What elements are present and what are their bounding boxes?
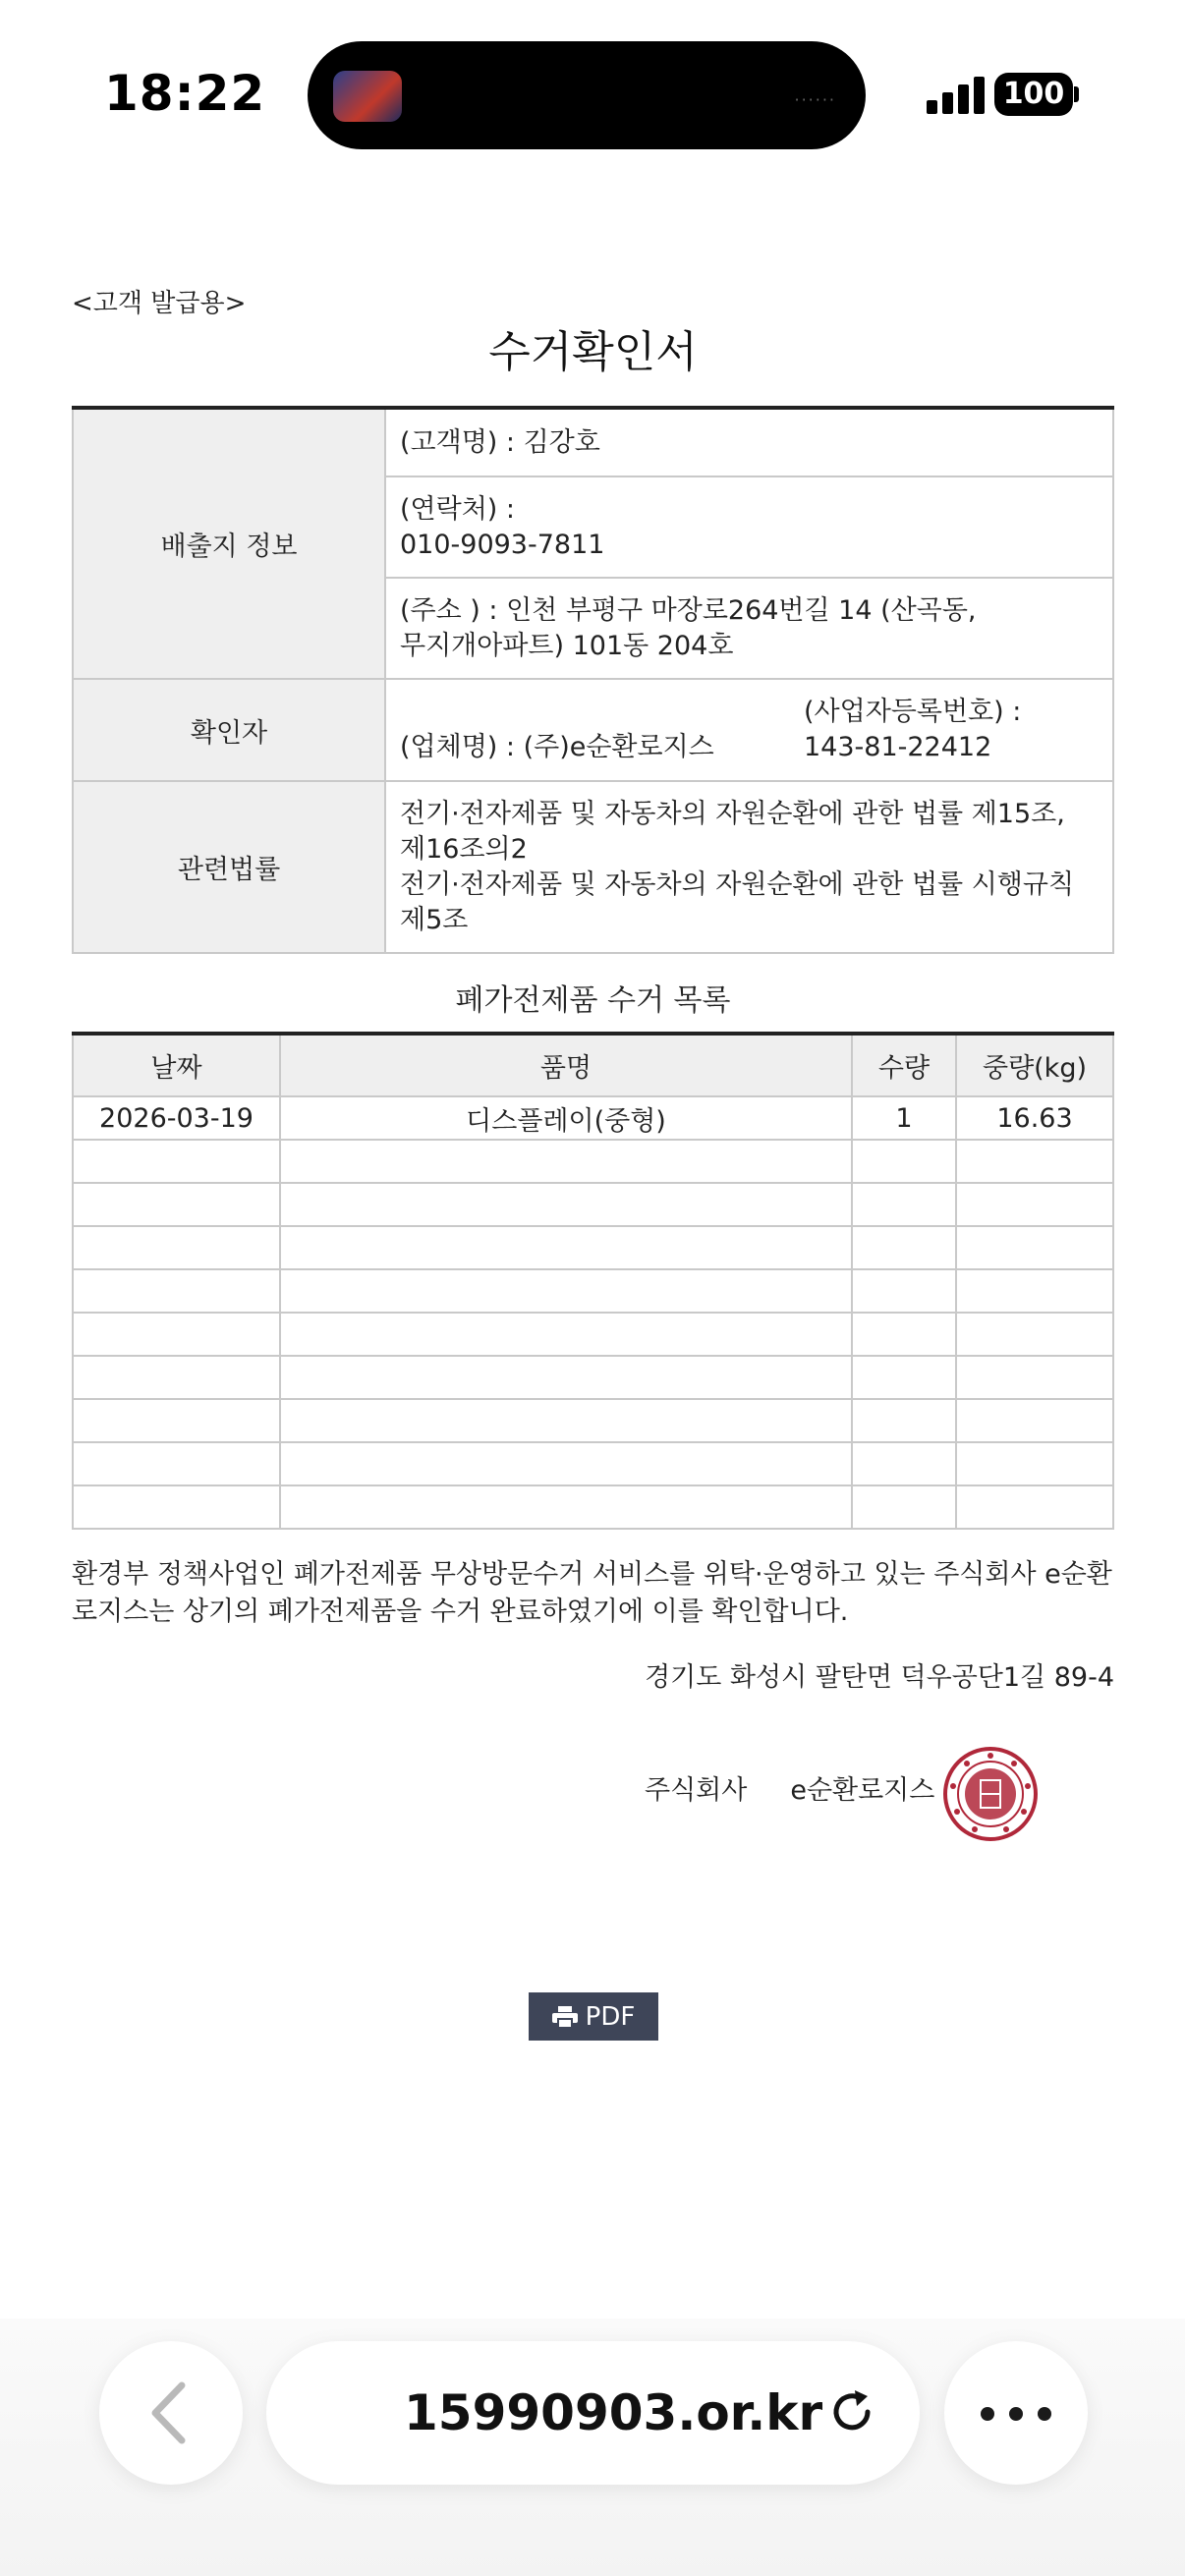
company-title: e순환로지스 — [790, 1775, 935, 1806]
more-button[interactable] — [944, 2341, 1088, 2485]
empty-cell — [280, 1269, 852, 1313]
empty-cell — [73, 1442, 280, 1485]
empty-cell — [73, 1399, 280, 1442]
empty-cell — [73, 1485, 280, 1529]
empty-cell — [852, 1226, 956, 1269]
empty-cell — [280, 1313, 852, 1356]
empty-table-row — [73, 1485, 1113, 1529]
document-title: 수거확인서 — [488, 327, 698, 377]
empty-cell — [956, 1399, 1113, 1442]
empty-cell — [280, 1485, 852, 1529]
printer-icon — [552, 2006, 578, 2028]
empty-cell — [852, 1485, 956, 1529]
statement-line1: 환경부 정책사업인 폐가전제품 무상방문수거 서비스를 위탁·운영하고 있는 주식회사 e순환 — [72, 1559, 1112, 1590]
company-seal-icon — [941, 1745, 1040, 1843]
address-bar[interactable] — [266, 2341, 920, 2485]
empty-table-row — [73, 1226, 1113, 1269]
back-button[interactable] — [99, 2341, 243, 2485]
empty-cell — [956, 1269, 1113, 1313]
law-line4: 제5조 — [400, 904, 469, 935]
emission-info-header: 배출지 정보 — [73, 408, 385, 679]
copy-label: <고객 발급용> — [72, 289, 247, 318]
more-icon — [981, 2407, 994, 2421]
empty-cell — [956, 1183, 1113, 1226]
empty-cell — [852, 1442, 956, 1485]
pdf-download-button[interactable] — [529, 1992, 658, 2041]
address-line1: (주소 ) : 인천 부평구 마장로264번길 14 (산곡동, — [400, 594, 977, 626]
empty-table-row — [73, 1399, 1113, 1442]
empty-cell — [280, 1356, 852, 1399]
empty-cell — [280, 1140, 852, 1183]
contact-value: 010-9093-7811 — [400, 529, 605, 560]
url-text: 15990903.or.kr — [404, 2384, 823, 2441]
address-cell — [385, 578, 1113, 679]
business-reg-value: 143-81-22412 — [804, 732, 992, 762]
company-address: 경기도 화성시 팔탄면 덕우공단1길 89-4 — [645, 1662, 1114, 1693]
empty-table-row — [73, 1183, 1113, 1226]
customer-name: (고객명) : 김강호 — [385, 408, 1113, 476]
battery-icon: 100 — [994, 73, 1073, 116]
law-line3: 전기·전자제품 및 자동차의 자원순환에 관한 법률 시행규칙 — [400, 868, 1075, 900]
collection-list-title: 폐가전제품 수거 목록 — [455, 983, 731, 1018]
law-line1: 전기·전자제품 및 자동차의 자원순환에 관한 법률 제15조, — [400, 798, 1065, 829]
empty-cell — [956, 1442, 1113, 1485]
empty-cell — [852, 1356, 956, 1399]
column-header-date: 날짜 — [73, 1034, 280, 1096]
empty-cell — [956, 1313, 1113, 1356]
confirmer-header: 확인자 — [73, 679, 385, 781]
empty-cell — [73, 1356, 280, 1399]
empty-table-row — [73, 1140, 1113, 1183]
address-line2: 무지개아파트) 101동 204호 — [400, 630, 734, 661]
reload-icon[interactable] — [824, 2384, 879, 2439]
table-cell: 16.63 — [956, 1096, 1113, 1140]
table-cell: 2026-03-19 — [73, 1096, 280, 1140]
law-line2: 제16조의2 — [400, 833, 528, 865]
empty-cell — [280, 1226, 852, 1269]
status-time: 18:22 — [104, 65, 266, 122]
empty-table-row — [73, 1313, 1113, 1356]
empty-cell — [956, 1485, 1113, 1529]
info-table — [72, 406, 1114, 954]
island-dots: ······ — [794, 90, 836, 109]
collection-list-table — [72, 1032, 1114, 1530]
empty-cell — [956, 1140, 1113, 1183]
live-activity-thumbnail[interactable] — [333, 71, 402, 122]
dynamic-island[interactable] — [308, 41, 866, 149]
empty-table-row — [73, 1442, 1113, 1485]
column-header-item: 품명 — [280, 1034, 852, 1096]
company-name: (업체명) : (주)e순환로지스 — [400, 732, 714, 762]
empty-cell — [73, 1269, 280, 1313]
collection-list-body — [73, 1096, 1113, 1529]
empty-table-row — [73, 1269, 1113, 1313]
empty-cell — [956, 1356, 1113, 1399]
company-type: 주식회사 — [645, 1775, 748, 1806]
statement-line2: 로지스는 상기의 폐가전제품을 수거 완료하였기에 이를 확인합니다. — [72, 1596, 849, 1627]
empty-cell — [73, 1140, 280, 1183]
column-header-weight: 중량(kg) — [956, 1034, 1113, 1096]
column-header-quantity: 수량 — [852, 1034, 956, 1096]
table-row — [73, 1096, 1113, 1140]
empty-cell — [852, 1399, 956, 1442]
table-cell: 1 — [852, 1096, 956, 1140]
empty-cell — [73, 1226, 280, 1269]
empty-cell — [280, 1399, 852, 1442]
issuer-company — [645, 1768, 934, 1807]
empty-cell — [73, 1313, 280, 1356]
law-cell — [385, 781, 1113, 953]
signal-icon — [927, 75, 988, 114]
status-bar — [0, 0, 1185, 187]
empty-cell — [73, 1183, 280, 1226]
back-icon — [99, 2341, 243, 2485]
empty-cell — [852, 1313, 956, 1356]
table-cell: 디스플레이(중형) — [280, 1096, 852, 1140]
business-reg-label: (사업자등록번호) : — [804, 697, 1022, 727]
law-header: 관련법률 — [73, 781, 385, 953]
empty-cell — [852, 1140, 956, 1183]
empty-cell — [280, 1442, 852, 1485]
contact-label: (연락처) : — [400, 493, 515, 525]
empty-table-row — [73, 1356, 1113, 1399]
confirmation-statement — [72, 1556, 1114, 1631]
pdf-button-label: PDF — [585, 2001, 636, 2032]
empty-cell — [280, 1183, 852, 1226]
confirmer-cell — [385, 679, 1113, 781]
empty-cell — [852, 1269, 956, 1313]
empty-cell — [852, 1183, 956, 1226]
contact-cell — [385, 476, 1113, 578]
battery-tip — [1074, 86, 1079, 102]
empty-cell — [956, 1226, 1113, 1269]
